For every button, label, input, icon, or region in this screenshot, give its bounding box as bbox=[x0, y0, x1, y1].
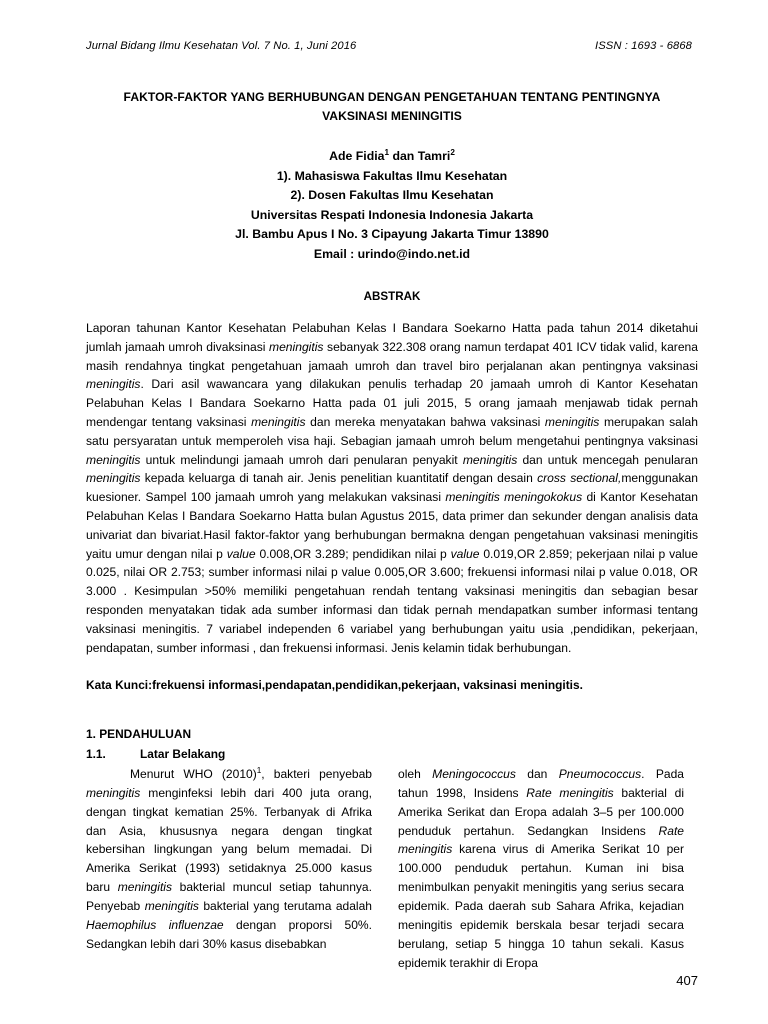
page-number: 407 bbox=[676, 973, 698, 988]
author-names bbox=[86, 147, 698, 166]
abstract-body: Laporan tahunan Kantor Kesehatan Pelabuhan Kelas I Bandara Soekarno Hatta pada tahun 2014 diketahui jumlah jamaah umroh divaksinasi meningitis sebanyak 322.308 orang namun terdapat 401 ICV tidak valid, karena masih rendahnya tingkat pengetahuan jamaah umroh dan travel biro perjalanan akan pentingnya vaksinasi meningitis. Dari asil wawancara yang dilakukan penulis terhadap 20 jamaah umroh di Kantor Kesehatan Pelabuhan Kelas I Bandara Soekarno Hatta pada 01 juli 2015, 5 orang jamaah menjawab tidak pernah mendengar tentang vaksinasi meningitis dan mereka menyatakan bahwa vaksinasi meningitis merupakan salah satu persyaratan untuk memperoleh visa haji. Sebagian jamaah umroh belum mengetahui pentingnya vaksinasi meningitis untuk melindungi jamaah umroh dari penularan penyakit meningitis dan untuk mencegah penularan meningitis kepada keluarga di tanah air. Jenis penelitian kuantitatif dengan desain cross sectional,menggunakan kuesioner. Sampel 100 jamaah umroh yang melakukan vaksinasi meningitis meningokokus di Kantor Kesehatan Pelabuhan Kelas I Bandara Soekarno Hatta bulan Agustus 2015, data primer dan sekunder dengan analisis data univariat dan bivariat.Hasil faktor-faktor yang berhubungan bermakna dengan pengetahuan vaksinasi meningitis yaitu umur dengan nilai p value 0.008,OR 3.289; pendidikan nilai p value 0.019,OR 2.859; pekerjaan nilai p value 0.025, nilai OR 2.753; sumber informasi nilai p value 0.005,OR 3.600; frekuensi informasi nilai p value 0.018, OR 3.000 . Kesimpulan >50% memiliki pengetahuan rendah tentang vaksinasi meningitis dan sebagian besar responden menyatakan tidak ada sumber informasi dan tidak pernah mendapatkan sumber informasi tentang vaksinasi meningitis. 7 variabel independen 6 variabel yang berhubungan yaitu usia ,pendidikan, pekerjaan, pendapatan, sumber informasi , dan frekuensi informasi. Jenis kelamin tidak berhubungan. bbox=[86, 321, 698, 655]
body-column-right bbox=[398, 765, 684, 972]
email-line: Email : urindo@indo.net.id bbox=[313, 246, 471, 261]
author-name-1: Ade Fidia bbox=[329, 149, 385, 164]
abstract-heading: ABSTRAK bbox=[363, 290, 421, 303]
author-block bbox=[86, 147, 698, 264]
affiliation-line-2: 2). Dosen Fakultas Ilmu Kesehatan bbox=[290, 188, 494, 203]
author-name-2: dan Tamri bbox=[389, 149, 451, 164]
paragraph-left: Menurut WHO $(2010)^1$, bakteri penyebab meningitis menginfeksi lebih dari 400 juta orang, dengan tingkat kematian 25%. Terbanyak di Afrika dan Asia, khususnya negara dengan tingkat kebersihan lingkungan yang belum memadai. Di Amerika Serikat (1993) setidaknya 25.000 kasus baru meningitis bakterial muncul setiap tahunnya. Penyebab meningitis bakterial yang terutama adalah Haemophilus influenzae dengan proporsi 50%. Sedangkan lebih dari 30% kasus disebabkan bbox=[86, 766, 372, 951]
journal-citation: Jurnal Bidang Ilmu Kesehatan Vol. 7 No. 1, Juni 2016 bbox=[86, 40, 357, 52]
citation-superscript: 1 bbox=[256, 766, 262, 776]
address-line: Jl. Bambu Apus I No. 3 Cipayung Jakarta Timur 13890 bbox=[235, 227, 549, 242]
subsection-title: Latar Belakang bbox=[140, 746, 226, 761]
page-title: FAKTOR-FAKTOR YANG BERHUBUNGAN DENGAN PENGETAHUAN TENTANG PENTINGNYA VAKSINASI MENINGITIS bbox=[123, 90, 661, 123]
subsection-number: 1.1. bbox=[86, 746, 106, 761]
two-column-body bbox=[86, 765, 698, 972]
paragraph-right: oleh Meningococcus dan Pneumococcus. Pada tahun 1998, Insidens Rate meningitis bakterial di Amerika Serikat dan Eropa adalah 3–5 per 100.000 penduduk pertahun. Sedangkan Insidens Rate meningitis karena virus di Amerika Serikat 10 per 100.000 penduduk pertahun. Kuman ini bisa menimbulkan penyakit meningitis yang serius secara epidemik. Pada daerah sub Sahara Afrika, kejadian meningitis epidemik berskala besar terjadi secara berulang, setiap 5 hingga 10 tahun sekali. Kasus epidemik terakhir di Eropa bbox=[398, 767, 685, 970]
author-2-superscript: 2 bbox=[450, 148, 455, 158]
subsection-heading-latar-belakang bbox=[86, 745, 698, 763]
body-column-left bbox=[86, 765, 372, 972]
section-heading-pendahuluan: 1. PENDAHULUAN bbox=[86, 727, 192, 742]
keywords-line: Kata Kunci:frekuensi informasi,pendapatan,pendidikan,pekerjaan, vaksinasi meningitis. bbox=[86, 678, 583, 693]
running-head bbox=[86, 40, 698, 52]
author-1-superscript: 1 bbox=[384, 148, 390, 158]
university-line: Universitas Respati Indonesia Indonesia Jakarta bbox=[250, 207, 534, 222]
affiliation-line-1: 1). Mahasiswa Fakultas Ilmu Kesehatan bbox=[276, 168, 508, 183]
issn-label: ISSN : 1693 - 6868 bbox=[595, 40, 692, 52]
